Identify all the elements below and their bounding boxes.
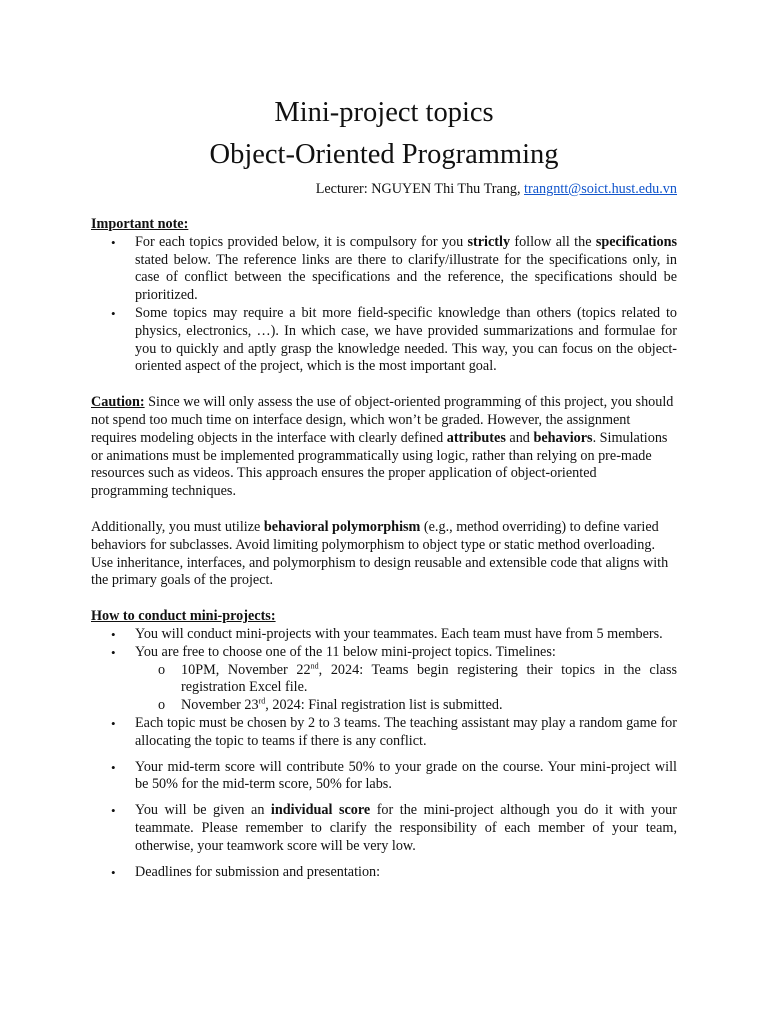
important-note-list	[91, 234, 677, 376]
bullet-icon: •	[111, 234, 116, 250]
important-note-heading: Important note:	[91, 216, 189, 232]
circle-bullet-icon: o	[158, 661, 166, 678]
how-to-heading: How to conduct mini-projects:	[91, 608, 276, 625]
list-item: • You are free to choose one of the 11 below mini-project topics. Timelines:	[111, 643, 556, 660]
lecturer-email-link[interactable]: trangntt@soict.hust.edu.vn	[524, 181, 677, 197]
sub-list-item: o 10PM, November 22nd, 2024: Teams begin registering their topics in the class registration Excel file.	[158, 660, 677, 696]
list-item: • You will be given an individual score for the mini-project although you do it with your teammate. Please remember to clarify the responsibility of each member of your team, otherwise, your teamwork score will be very low.	[111, 802, 677, 854]
circle-bullet-icon: o	[158, 697, 166, 714]
additionally-paragraph: Additionally, you must utilize behavioral polymorphism (e.g., method overriding) to define varied behaviors for subclasses. Avoid limiting polymorphism to object type or static method overloading. Use inheritance, interfaces, and polymorphism to design reusable and extensible code that aligns with the primary goals of the project.	[91, 518, 669, 589]
list-item: • Some topics may require a bit more field-specific knowledge than others (topics related to physics, electronics, …). In which case, we have provided summarizations and formulae for you to quickly and aptly grasp the knowledge needed. This way, you can focus on the object-oriented aspect of the project, which is the most important goal.	[111, 304, 677, 375]
bullet-icon: •	[111, 715, 116, 731]
lecturer-label: Lecturer: NGUYEN Thi Thu Trang,	[315, 181, 525, 197]
bullet-icon: •	[111, 305, 116, 321]
list-item: • Your mid-term score will contribute 50% to your grade on the course. Your mini-project will be 50% for the mid-term score, 50% for labs.	[111, 758, 677, 793]
list-item: • For each topics provided below, it is compulsory for you strictly follow all the specifications stated below. The reference links are there to clarify/illustrate for the specifications only, in case of conflict between the specifications and the reference, the specifications should be prioritized.	[111, 233, 677, 304]
page-title: Mini-project topics	[274, 97, 494, 128]
document-page	[91, 0, 677, 881]
bullet-icon: •	[111, 803, 116, 819]
bullet-icon: •	[111, 626, 116, 642]
page-subtitle: Object-Oriented Programming	[209, 139, 559, 170]
caution-label: Caution:	[91, 394, 145, 411]
bullet-icon: •	[111, 864, 116, 880]
list-item: • Deadlines for submission and presentation:	[111, 863, 381, 880]
caution-paragraph: Caution: Since we will only assess the use of object-oriented programming of this project, you should not spend too much time on interface design, which won’t be graded. However, the assignment requires modeling objects in the interface with clearly defined attributes and behaviors. Simulations or animations must be implemented programmatically using logic, rather than relying on pre-made resources such as videos. This approach ensures the proper application of object-oriented programming techniques.	[91, 394, 674, 500]
bullet-icon: •	[111, 759, 116, 775]
lecturer-line	[91, 180, 677, 198]
list-item: • You will conduct mini-projects with your teammates. Each team must have from 5 members.	[111, 625, 663, 642]
how-to-list	[91, 626, 677, 881]
bullet-icon: •	[111, 644, 116, 660]
list-item: • Each topic must be chosen by 2 to 3 teams. The teaching assistant may play a random game for allocating the topic to teams if there is any conflict.	[111, 714, 677, 749]
sub-list-item: o November 23rd, 2024: Final registration list is submitted.	[158, 696, 503, 714]
